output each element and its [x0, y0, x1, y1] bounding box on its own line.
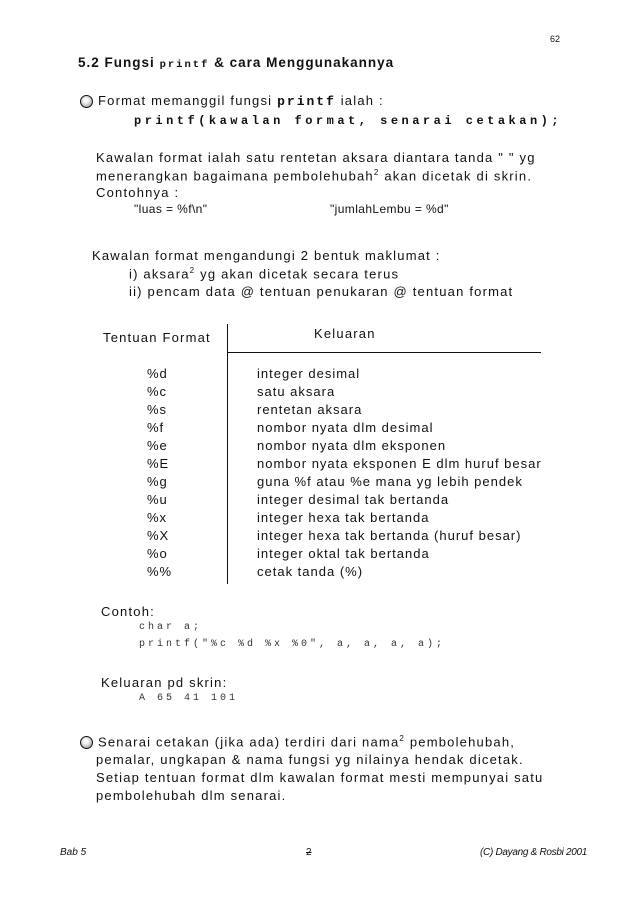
section-number: 5.2 [78, 55, 100, 70]
table-row-desc: nombor nyata eksponen E dlm huruf besar [257, 456, 542, 471]
table-row-spec: %X [147, 528, 170, 543]
table-row-spec: %g [147, 474, 168, 489]
table-row-desc: integer desimal [257, 366, 361, 381]
table-row-spec: %c [147, 384, 168, 399]
table-header-right: Keluaran [314, 326, 376, 341]
code-line-2: printf("%c %d %x %0", a, a, a, a); [139, 639, 446, 650]
kawalan-line-1: Kawalan format ialah satu rentetan aksara diantara tanda " " yg [96, 150, 536, 165]
intro-line: Format memanggil fungsi printf ialah : [98, 93, 384, 109]
example-right: "jumlahLembu = %d" [330, 202, 449, 216]
maklumat-line-1: Kawalan format mengandungi 2 bentuk maklumat : [92, 248, 441, 263]
senarai-line-1: Senarai cetakan (jika ada) terdiri dari nama$^2$ pembolehubah, [98, 734, 516, 750]
table-row-spec: %x [147, 510, 168, 525]
table-row-spec: %e [147, 438, 168, 453]
kawalan-line-2: menerangkan bagaimana pembolehubah$^2$ akan dicetak di skrin. [96, 168, 533, 184]
table-row-spec: %o [147, 546, 168, 561]
table-row-desc: satu aksara [257, 384, 336, 399]
table-row-desc: integer oktal tak bertanda [257, 546, 430, 561]
table-row-spec: %f [147, 420, 165, 435]
code-line-1: char a; [139, 622, 203, 633]
table-row-desc: nombor nyata dlm desimal [257, 420, 434, 435]
table-vertical-divider [227, 324, 228, 584]
table-header-left: Tentuan Format [103, 330, 211, 345]
table-row-spec: %u [147, 492, 168, 507]
section-title [78, 55, 394, 71]
senarai-line-4: pembolehubah dlm senarai. [96, 788, 287, 803]
bullet-icon [80, 95, 93, 108]
table-row-desc: integer desimal tak bertanda [257, 492, 450, 507]
senarai-line-2: pemalar, ungkapan & nama fungsi yg nilainya hendak dicetak. [96, 752, 524, 767]
table-row-desc: rentetan aksara [257, 402, 363, 417]
table-row-spec: %% [147, 564, 173, 579]
maklumat-item-2: ii) pencam data @ tentuan penukaran @ tentuan format [129, 284, 514, 299]
keluaran-label: Keluaran pd skrin: [101, 675, 228, 690]
senarai-line-3: Setiap tentuan format dlm kawalan format mesti mempunyai satu [96, 770, 544, 785]
table-header-rule [227, 352, 541, 353]
section-title-pre: Fungsi [104, 55, 155, 70]
table-row-desc: nombor nyata dlm eksponen [257, 438, 447, 453]
printf-syntax: printf(kawalan format, senarai cetakan); [134, 114, 563, 128]
table-row-spec: %s [147, 402, 168, 417]
table-row-spec: %d [147, 366, 168, 381]
kawalan-line-3: Contohnya : [96, 185, 180, 200]
table-row-desc: cetak tanda (%) [257, 564, 364, 579]
section-title-post: & cara Menggunakannya [214, 55, 395, 70]
footer-page: 2 [306, 847, 312, 858]
printf-keyword: printf [277, 94, 336, 109]
footer-chapter: Bab 5 [60, 847, 87, 858]
table-row-desc: integer hexa tak bertanda [257, 510, 430, 525]
example-left: "luas = %f\n" [134, 202, 208, 216]
bullet-icon [80, 736, 93, 749]
table-row-desc: guna %f atau %e mana yg lebih pendek [257, 474, 523, 489]
maklumat-item-1: i) aksara$^2$ yg akan dicetak secara terus [129, 266, 400, 282]
contoh-label: Contoh: [101, 604, 155, 619]
table-row-desc: integer hexa tak bertanda (huruf besar) [257, 528, 522, 543]
table-row-spec: %E [147, 456, 170, 471]
section-title-code: printf [159, 59, 210, 71]
page-number: 62 [550, 34, 561, 44]
keluaran-output: A 65 41 101 [139, 693, 239, 704]
footer-copyright: (C) Dayang & Rosbi 2001 [480, 847, 588, 858]
